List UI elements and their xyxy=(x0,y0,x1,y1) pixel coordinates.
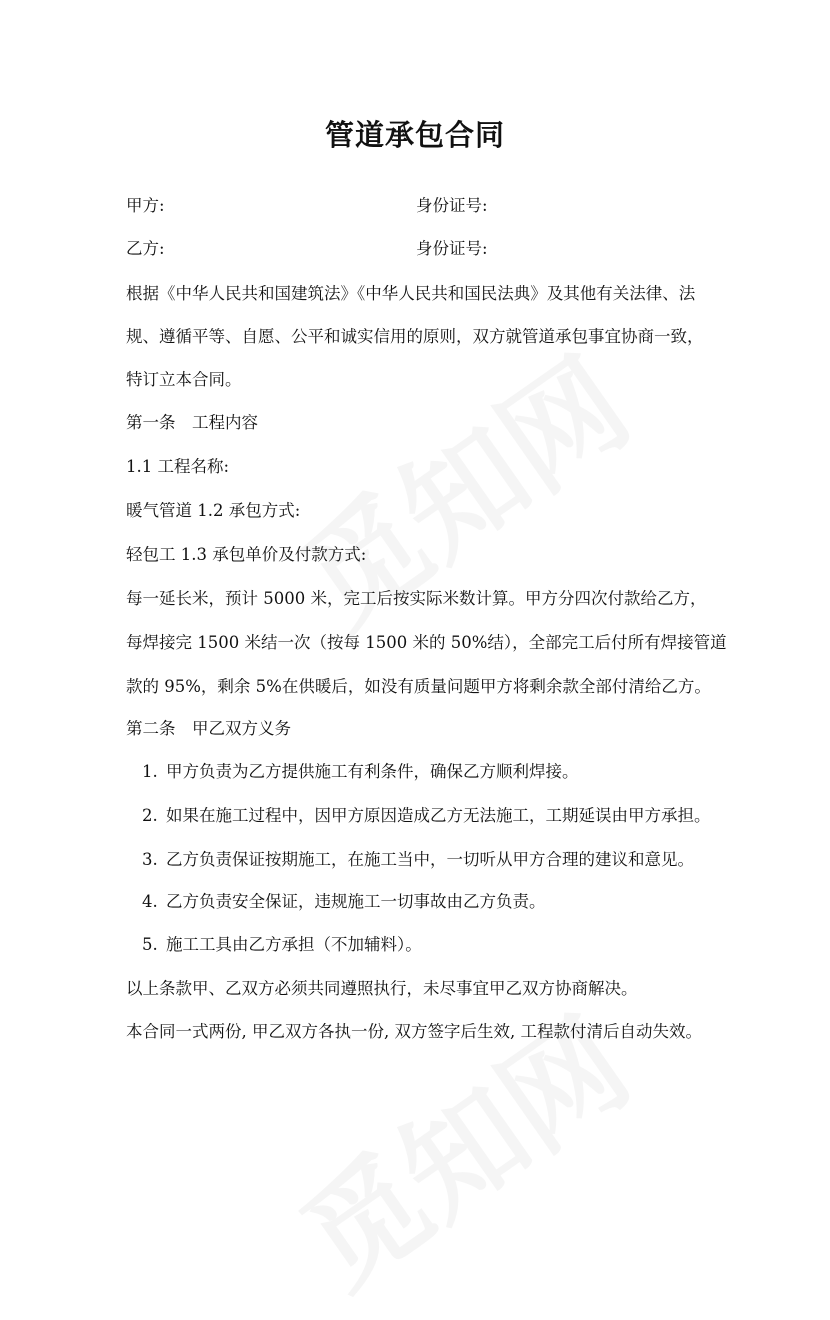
obligation-number: 3. xyxy=(142,850,158,869)
party-a-row xyxy=(126,195,165,217)
party-b-row xyxy=(126,238,165,260)
obligation-number: 5. xyxy=(142,935,158,954)
obligation-number: 4. xyxy=(142,892,158,911)
article2-heading: 第二条 甲乙双方义务 xyxy=(126,719,291,738)
closing-line: 本合同一式两份, 甲乙双方各执一份, 双方签字后生效, 工程款付清后自动失效。 xyxy=(126,1022,702,1041)
intro-line: 规、遵循平等、自愿、公平和诚实信用的原则，双方就管道承包事宜协商一致， xyxy=(126,327,704,346)
item-1-2: 暖气管道 1.2 承包方式: xyxy=(126,501,301,520)
item-1-1: 1.1 工程名称: xyxy=(126,457,230,476)
intro-line: 特订立本合同。 xyxy=(126,370,242,389)
obligation-number: 2. xyxy=(142,806,158,825)
party-a-id-label: 身份证号: xyxy=(416,196,488,215)
obligation-text: 如果在施工过程中，因甲方原因造成乙方无法施工，工期延误由甲方承担。 xyxy=(166,806,711,825)
intro-line: 根据《中华人民共和国建筑法》《中华人民共和国民法典》及其他有关法律、法 xyxy=(126,284,696,303)
party-a-label: 甲方: xyxy=(126,196,165,215)
page-title: 管道承包合同 xyxy=(324,118,505,152)
obligation-text: 乙方负责安全保证，违规施工一切事故由乙方负责。 xyxy=(166,892,546,911)
party-b-id-label: 身份证号: xyxy=(416,239,488,258)
payment-line: 款的 95%，剩余 5%在供暖后，如没有质量问题甲方将剩余款全部付清给乙方。 xyxy=(126,677,711,696)
obligation-item xyxy=(142,805,711,827)
item-1-3: 轻包工 1.3 承包单价及付款方式: xyxy=(126,545,367,564)
obligation-text: 乙方负责保证按期施工，在施工当中，一切听从甲方合理的建议和意见。 xyxy=(166,850,694,869)
article1-heading: 第一条 工程内容 xyxy=(126,413,258,432)
obligation-item xyxy=(142,891,546,913)
obligation-item xyxy=(142,934,422,956)
obligation-text: 施工工具由乙方承担（不加辅料）。 xyxy=(166,935,422,954)
payment-line: 每一延长米，预计 5000 米，完工后按实际米数计算。甲方分四次付款给乙方， xyxy=(126,589,707,608)
obligation-item xyxy=(142,849,694,871)
obligation-number: 1. xyxy=(142,762,158,781)
closing-line: 以上条款甲、乙双方必须共同遵照执行，未尽事宜甲乙双方协商解决。 xyxy=(126,979,638,998)
party-b-label: 乙方: xyxy=(126,239,165,258)
obligation-item xyxy=(142,761,579,783)
obligation-text: 甲方负责为乙方提供施工有利条件，确保乙方顺利焊接。 xyxy=(166,762,579,781)
payment-line: 每焊接完 1500 米结一次（按每 1500 米的 50%结），全部完工后付所有焊接管道 xyxy=(126,633,727,652)
